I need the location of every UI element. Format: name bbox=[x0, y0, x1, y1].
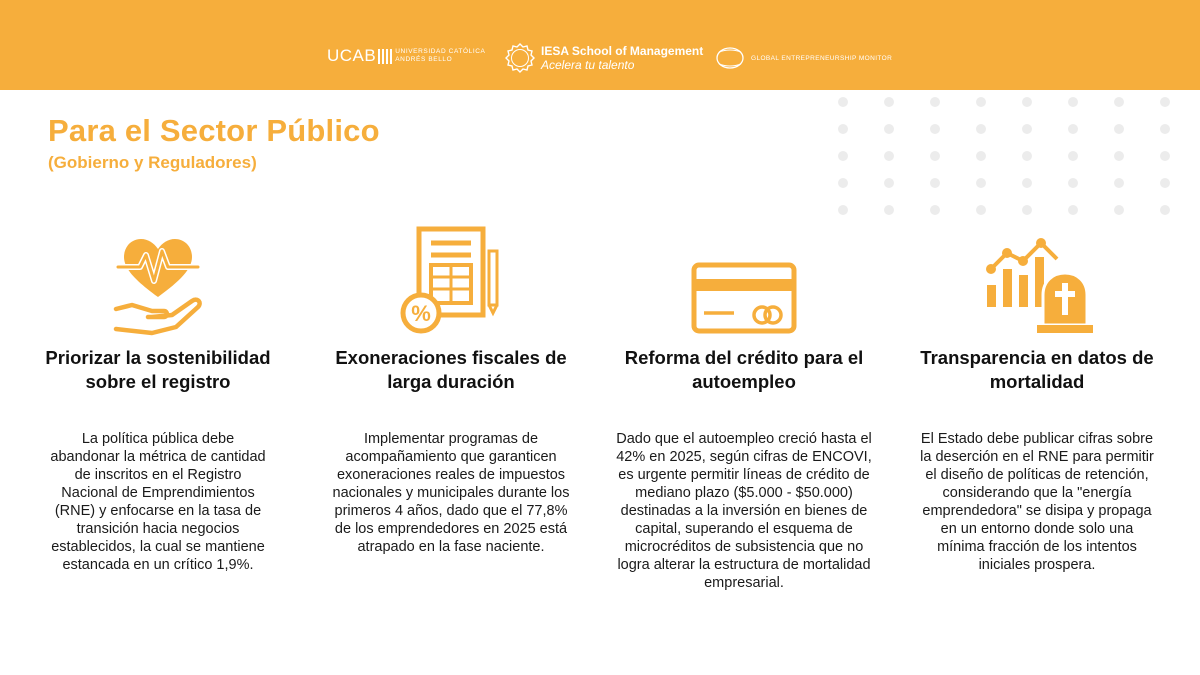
decorative-dot bbox=[884, 151, 894, 161]
page-title: Para el Sector Público bbox=[48, 113, 380, 148]
decorative-dot bbox=[1022, 205, 1032, 215]
decorative-dot bbox=[1114, 205, 1124, 215]
decorative-dot bbox=[884, 124, 894, 134]
decorative-dot bbox=[1022, 97, 1032, 107]
decorative-dot bbox=[838, 151, 848, 161]
decorative-dot-grid bbox=[838, 97, 1178, 219]
decorative-dot bbox=[1114, 97, 1124, 107]
decorative-dot bbox=[838, 97, 848, 107]
ucab-logo bbox=[327, 46, 486, 66]
decorative-dot bbox=[884, 205, 894, 215]
card-title: Transparencia en datos de mortalidad bbox=[920, 347, 1154, 392]
decorative-dot bbox=[884, 97, 894, 107]
decorative-dot bbox=[1160, 124, 1170, 134]
gem-text: GLOBAL ENTREPRENEURSHIP MONITOR bbox=[751, 54, 893, 62]
gem-globe-icon bbox=[715, 46, 745, 70]
card-body: El Estado debe publicar cifras sobre la deserción en el RNE para permitir el diseño de políticas de retención, considerando que la "energía emprendedora" se disipa y propaga en un entorno donde solo una mínima fracción de los intentos iniciales prospera. bbox=[920, 431, 1154, 573]
decorative-dot bbox=[1114, 178, 1124, 188]
decorative-dot bbox=[1160, 205, 1170, 215]
decorative-dot bbox=[930, 151, 940, 161]
tax-document-percent-icon bbox=[399, 225, 503, 337]
decorative-dot bbox=[976, 178, 986, 188]
ucab-subtitle: UNIVERSIDAD CATÓLICA ANDRÉS BELLO bbox=[395, 48, 486, 63]
card-title: Priorizar la sostenibilidad sobre el registro bbox=[45, 347, 271, 392]
decorative-dot bbox=[1160, 178, 1170, 188]
decorative-dot bbox=[838, 205, 848, 215]
decorative-dot bbox=[1068, 97, 1078, 107]
decorative-dot bbox=[1068, 124, 1078, 134]
decorative-dot bbox=[838, 124, 848, 134]
iesa-seal-icon bbox=[505, 43, 535, 73]
decorative-dot bbox=[1114, 151, 1124, 161]
decorative-dot bbox=[976, 151, 986, 161]
gem-logo bbox=[715, 46, 892, 70]
card-body: Implementar programas de acompañamiento que garanticen exoneraciones reales de impuestos nacionales y municipales durante los primeros 4 años, dado que el 77,8% de los emprendedores en 2025 está atrapado en la fase naciente. bbox=[332, 431, 570, 555]
chart-tombstone-icon bbox=[981, 225, 1093, 337]
decorative-dot bbox=[976, 205, 986, 215]
iesa-logo bbox=[505, 43, 703, 73]
decorative-dot bbox=[930, 124, 940, 134]
ucab-bars-icon bbox=[378, 49, 392, 64]
decorative-dot bbox=[976, 124, 986, 134]
decorative-dot bbox=[976, 97, 986, 107]
decorative-dot bbox=[930, 97, 940, 107]
ucab-wordmark: UCAB bbox=[327, 46, 377, 65]
card-title: Reforma del crédito para el autoempleo bbox=[624, 347, 864, 392]
card-body: Dado que el autoempleo creció hasta el 42% en 2025, según cifras de ENCOVI, es urgente permitir líneas de crédito de mediano plazo ($5.000 - $50.000) destinadas a la inversión en bienes de capital, superando el esquema de microcréditos de subsistencia que no logra alterar la estructura de mortalidad empresarial. bbox=[616, 431, 872, 591]
credit-card-icon bbox=[688, 225, 800, 337]
decorative-dot bbox=[1068, 205, 1078, 215]
iesa-name: IESA School of Management bbox=[541, 44, 704, 58]
decorative-dot bbox=[1022, 178, 1032, 188]
decorative-dot bbox=[1068, 178, 1078, 188]
decorative-dot bbox=[1160, 97, 1170, 107]
card-title: Exoneraciones fiscales de larga duración bbox=[335, 347, 567, 392]
decorative-dot bbox=[1022, 124, 1032, 134]
decorative-dot bbox=[838, 178, 848, 188]
svg-text:%: % bbox=[411, 301, 431, 326]
decorative-dot bbox=[1022, 151, 1032, 161]
decorative-dot bbox=[930, 178, 940, 188]
page-subtitle: (Gobierno y Reguladores) bbox=[48, 153, 257, 172]
header-band bbox=[0, 0, 1200, 90]
decorative-dot bbox=[884, 178, 894, 188]
card-body: La política pública debe abandonar la métrica de cantidad de inscritos en el Registro Nacional de Emprendimientos (RNE) y enfocarse en la tasa de transición hacia negocios establecidos, la cual se mantiene estancada en un crítico 1,9%. bbox=[50, 431, 266, 573]
heart-pulse-hand-icon bbox=[112, 225, 204, 337]
decorative-dot bbox=[1114, 124, 1124, 134]
decorative-dot bbox=[930, 205, 940, 215]
decorative-dot bbox=[1160, 151, 1170, 161]
iesa-tagline: Acelera tu talento bbox=[541, 58, 635, 72]
decorative-dot bbox=[1068, 151, 1078, 161]
